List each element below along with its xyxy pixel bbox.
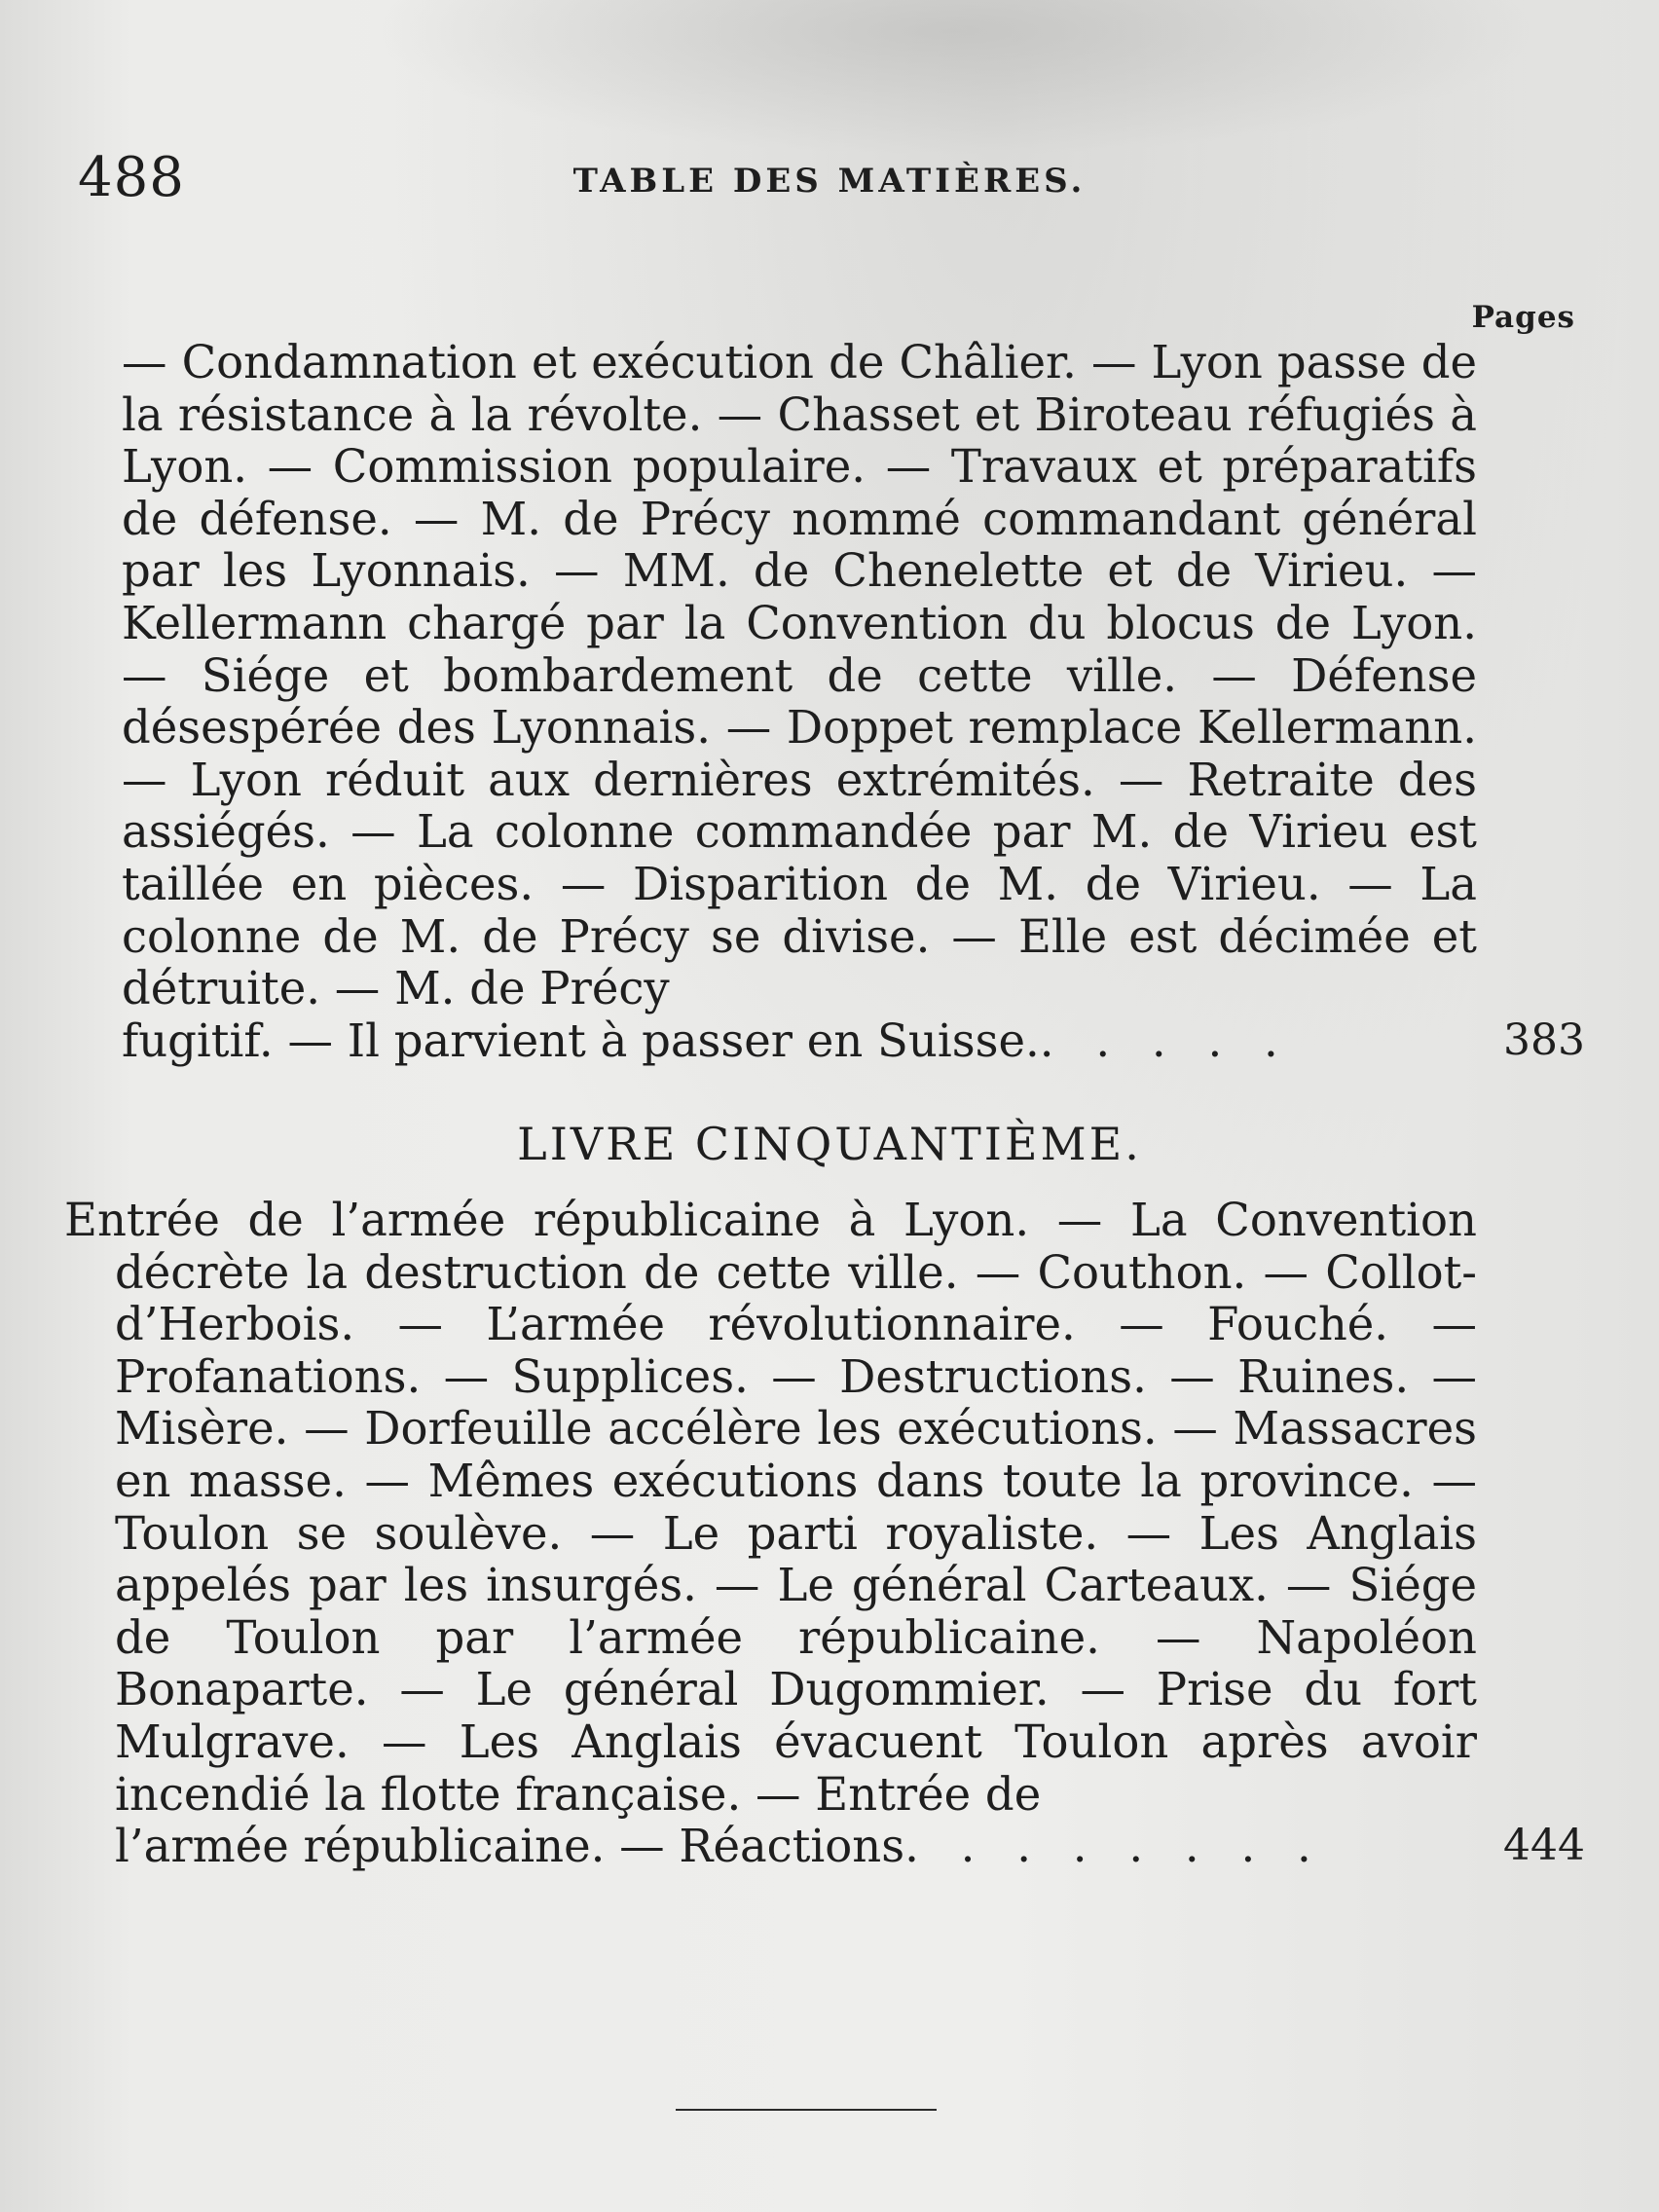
toc-entry-last-text: fugitif. — Il parvient à passer en Suisse. (122, 1014, 1040, 1067)
toc-entry-last-line (122, 1015, 1477, 1068)
toc-entry-livre-49 (122, 337, 1477, 1067)
page-reference: 444 (1503, 1821, 1585, 1870)
dot-leader: . . . . . (1039, 1014, 1292, 1067)
page-reference: 383 (1503, 1015, 1585, 1065)
end-rule (676, 2109, 937, 2111)
toc-entry-last-text: l’armée républicaine. — Réactions (115, 1820, 905, 1873)
running-title: TABLE DES MATIÈRES. (572, 162, 1087, 201)
toc-entry-last-line (115, 1821, 1477, 1873)
toc-entry-summary: — Condamnation et exécution de Châlier. — Lyon passe de la résistance à la révolte. — Chasset et Biroteau réfugiés à Lyon. — Commission populaire. — Travaux et préparatifs de défense. — M. de Précy nommé commandant général par les Lyonnais. — MM. de Chenelette et de Virieu. — Kellermann chargé par la Convention du blocus de Lyon. — Siége et bombardement de cette ville. — Défense désespérée des Lyonnais. — Doppet remplace Kellermann. — Lyon réduit aux dernières extrémités. — Retraite des assiégés. — La colonne commandée par M. de Virieu est taillée en pièces. — Disparition de M. de Virieu. — La colonne de M. de Précy se divise. — Elle est décimée et détruite. — M. de Précy (122, 336, 1477, 1015)
paper-stain (370, 0, 1538, 156)
toc-entry-summary: Entrée de l’armée républicaine à Lyon. — La Convention décrète la destruction de cette ville. — Couthon. — Collot-d’Herbois. — L’armée révolutionnaire. — Fouché. — Profanations. — Supplices. — Destructions. — Ruines. — Misère. — Dorfeuille accélère les exécutions. — Massacres en masse. — Mêmes exécutions dans toute la province. — Toulon se soulève. — Le parti royaliste. — Les Anglais appelés par les insurgés. — Le général Carteaux. — Siége de Toulon par l’armée républicaine. — Napoléon Bonaparte. — Le général Dugommier. — Prise du fort Mulgrave. — Les Anglais évacuent Toulon après avoir incendié la flotte française. — Entrée de (64, 1194, 1477, 1821)
toc-entry-livre-50 (64, 1194, 1477, 1873)
pages-column-label: Pages (1471, 300, 1575, 335)
section-heading: LIVRE CINQUANTIÈME. (517, 1118, 1142, 1170)
page-number: 488 (78, 146, 185, 209)
dot-leader: . . . . . . . . (904, 1821, 1325, 1873)
